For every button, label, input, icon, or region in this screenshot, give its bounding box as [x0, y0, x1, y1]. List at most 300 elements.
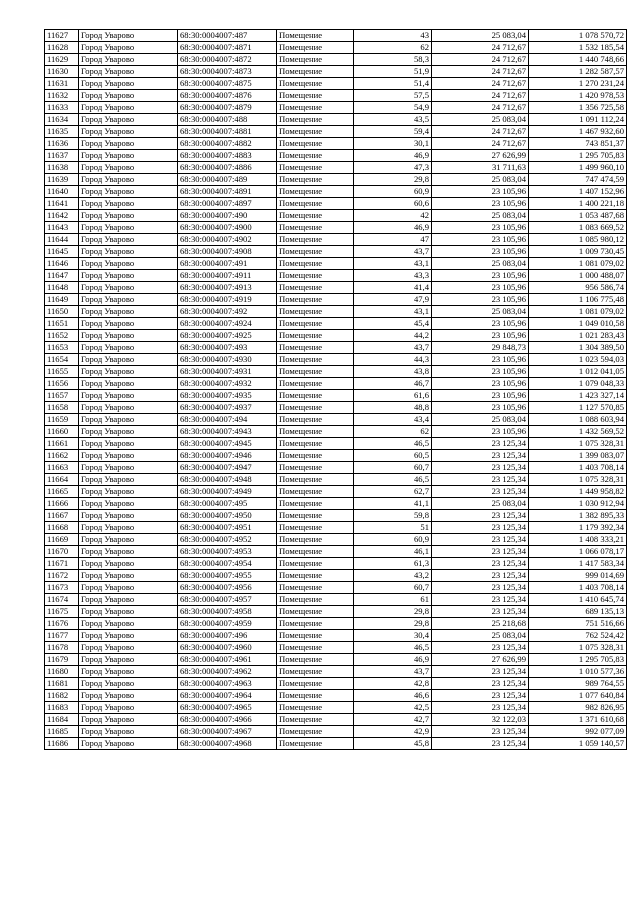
unit-value-cell: 23 105,96	[432, 330, 529, 342]
unit-value-cell: 25 083,04	[432, 174, 529, 186]
settlement-name-cell: Город Уварово	[79, 630, 178, 642]
row-number-cell: 11686	[45, 738, 79, 750]
object-type-cell: Помещение	[277, 90, 354, 102]
settlement-name-cell: Город Уварово	[79, 450, 178, 462]
cadastral-number-cell: 68:30:0004007:4951	[178, 522, 277, 534]
object-type-cell: Помещение	[277, 678, 354, 690]
settlement-name-cell: Город Уварово	[79, 570, 178, 582]
table-row	[45, 522, 627, 534]
object-type-cell: Помещение	[277, 486, 354, 498]
unit-value-cell: 23 125,34	[432, 486, 529, 498]
cadastral-number-cell: 68:30:0004007:4959	[178, 618, 277, 630]
table-row	[45, 414, 627, 426]
area-cell: 61,6	[354, 390, 432, 402]
cadastral-number-cell: 68:30:0004007:4875	[178, 78, 277, 90]
cadastral-number-cell: 68:30:0004007:4950	[178, 510, 277, 522]
row-number-cell: 11629	[45, 54, 79, 66]
object-type-cell: Помещение	[277, 150, 354, 162]
settlement-name-cell: Город Уварово	[79, 258, 178, 270]
unit-value-cell: 23 105,96	[432, 354, 529, 366]
unit-value-cell: 23 105,96	[432, 282, 529, 294]
table-row	[45, 150, 627, 162]
object-type-cell: Помещение	[277, 498, 354, 510]
cadastral-value-cell: 1 066 078,17	[529, 546, 627, 558]
cadastral-value-cell: 982 826,95	[529, 702, 627, 714]
object-type-cell: Помещение	[277, 258, 354, 270]
unit-value-cell: 25 083,04	[432, 630, 529, 642]
object-type-cell: Помещение	[277, 594, 354, 606]
unit-value-cell: 23 105,96	[432, 234, 529, 246]
row-number-cell: 11643	[45, 222, 79, 234]
row-number-cell: 11633	[45, 102, 79, 114]
table-row	[45, 426, 627, 438]
cadastral-value-cell: 1 304 389,50	[529, 342, 627, 354]
settlement-name-cell: Город Уварово	[79, 702, 178, 714]
settlement-name-cell: Город Уварово	[79, 462, 178, 474]
cadastral-number-cell: 68:30:0004007:4882	[178, 138, 277, 150]
cadastral-number-cell: 68:30:0004007:491	[178, 258, 277, 270]
cadastral-number-cell: 68:30:0004007:4919	[178, 294, 277, 306]
unit-value-cell: 23 105,96	[432, 318, 529, 330]
area-cell: 46,1	[354, 546, 432, 558]
area-cell: 46,9	[354, 654, 432, 666]
unit-value-cell: 23 125,34	[432, 558, 529, 570]
table-row	[45, 66, 627, 78]
object-type-cell: Помещение	[277, 198, 354, 210]
table-row	[45, 486, 627, 498]
settlement-name-cell: Город Уварово	[79, 294, 178, 306]
cadastral-number-cell: 68:30:0004007:4883	[178, 150, 277, 162]
row-number-cell: 11637	[45, 150, 79, 162]
unit-value-cell: 23 125,34	[432, 582, 529, 594]
unit-value-cell: 24 712,67	[432, 54, 529, 66]
area-cell: 62	[354, 426, 432, 438]
row-number-cell: 11654	[45, 354, 79, 366]
area-cell: 51,9	[354, 66, 432, 78]
table-row	[45, 54, 627, 66]
area-cell: 42,5	[354, 702, 432, 714]
cadastral-value-cell: 1 059 140,57	[529, 738, 627, 750]
area-cell: 60,7	[354, 582, 432, 594]
area-cell: 42,8	[354, 678, 432, 690]
area-cell: 60,6	[354, 198, 432, 210]
cadastral-value-cell: 1 270 231,24	[529, 78, 627, 90]
cadastral-number-cell: 68:30:0004007:4967	[178, 726, 277, 738]
cadastral-value-cell: 1 009 730,45	[529, 246, 627, 258]
area-cell: 41,4	[354, 282, 432, 294]
settlement-name-cell: Город Уварово	[79, 438, 178, 450]
cadastral-value-cell: 1 440 748,66	[529, 54, 627, 66]
area-cell: 46,9	[354, 222, 432, 234]
settlement-name-cell: Город Уварово	[79, 246, 178, 258]
area-cell: 46,5	[354, 474, 432, 486]
object-type-cell: Помещение	[277, 438, 354, 450]
table-row	[45, 42, 627, 54]
table-row	[45, 714, 627, 726]
cadastral-value-cell: 1 049 010,58	[529, 318, 627, 330]
settlement-name-cell: Город Уварово	[79, 690, 178, 702]
cadastral-number-cell: 68:30:0004007:4949	[178, 486, 277, 498]
row-number-cell: 11659	[45, 414, 79, 426]
unit-value-cell: 29 848,73	[432, 342, 529, 354]
object-type-cell: Помещение	[277, 294, 354, 306]
cadastral-value-cell: 1 399 083,07	[529, 450, 627, 462]
table-row	[45, 642, 627, 654]
cadastral-number-cell: 68:30:0004007:4900	[178, 222, 277, 234]
object-type-cell: Помещение	[277, 354, 354, 366]
area-cell: 42,9	[354, 726, 432, 738]
cadastral-number-cell: 68:30:0004007:4952	[178, 534, 277, 546]
area-cell: 48,8	[354, 402, 432, 414]
object-type-cell: Помещение	[277, 522, 354, 534]
row-number-cell: 11675	[45, 606, 79, 618]
area-cell: 59,4	[354, 126, 432, 138]
settlement-name-cell: Город Уварово	[79, 234, 178, 246]
unit-value-cell: 25 083,04	[432, 414, 529, 426]
cadastral-value-cell: 1 417 583,34	[529, 558, 627, 570]
cadastral-number-cell: 68:30:0004007:4953	[178, 546, 277, 558]
row-number-cell: 11641	[45, 198, 79, 210]
object-type-cell: Помещение	[277, 78, 354, 90]
cadastral-value-cell: 689 135,13	[529, 606, 627, 618]
cadastral-value-cell: 1 400 221,18	[529, 198, 627, 210]
settlement-name-cell: Город Уварово	[79, 54, 178, 66]
cadastral-number-cell: 68:30:0004007:4962	[178, 666, 277, 678]
area-cell: 62	[354, 42, 432, 54]
object-type-cell: Помещение	[277, 366, 354, 378]
object-type-cell: Помещение	[277, 702, 354, 714]
settlement-name-cell: Город Уварово	[79, 126, 178, 138]
object-type-cell: Помещение	[277, 726, 354, 738]
cadastral-number-cell: 68:30:0004007:4891	[178, 186, 277, 198]
row-number-cell: 11671	[45, 558, 79, 570]
table-row	[45, 534, 627, 546]
unit-value-cell: 23 125,34	[432, 726, 529, 738]
cadastral-number-cell: 68:30:0004007:495	[178, 498, 277, 510]
object-type-cell: Помещение	[277, 66, 354, 78]
unit-value-cell: 23 125,34	[432, 678, 529, 690]
cadastral-value-cell: 1 077 640,84	[529, 690, 627, 702]
settlement-name-cell: Город Уварово	[79, 642, 178, 654]
row-number-cell: 11664	[45, 474, 79, 486]
cadastral-value-cell: 1 295 705,83	[529, 654, 627, 666]
row-number-cell: 11676	[45, 618, 79, 630]
table-row	[45, 210, 627, 222]
unit-value-cell: 23 125,34	[432, 606, 529, 618]
object-type-cell: Помещение	[277, 378, 354, 390]
row-number-cell: 11632	[45, 90, 79, 102]
row-number-cell: 11677	[45, 630, 79, 642]
object-type-cell: Помещение	[277, 126, 354, 138]
row-number-cell: 11648	[45, 282, 79, 294]
area-cell: 60,9	[354, 534, 432, 546]
area-cell: 62,7	[354, 486, 432, 498]
object-type-cell: Помещение	[277, 582, 354, 594]
cadastral-value-cell: 1 053 487,68	[529, 210, 627, 222]
table-row	[45, 186, 627, 198]
object-type-cell: Помещение	[277, 306, 354, 318]
unit-value-cell: 27 626,99	[432, 654, 529, 666]
object-type-cell: Помещение	[277, 30, 354, 42]
settlement-name-cell: Город Уварово	[79, 270, 178, 282]
cadastral-number-cell: 68:30:0004007:4957	[178, 594, 277, 606]
settlement-name-cell: Город Уварово	[79, 378, 178, 390]
unit-value-cell: 23 105,96	[432, 426, 529, 438]
cadastral-value-cell: 1 467 932,60	[529, 126, 627, 138]
cadastral-value-cell: 1 088 603,94	[529, 414, 627, 426]
cadastral-number-cell: 68:30:0004007:4925	[178, 330, 277, 342]
area-cell: 43,1	[354, 258, 432, 270]
object-type-cell: Помещение	[277, 402, 354, 414]
row-number-cell: 11668	[45, 522, 79, 534]
settlement-name-cell: Город Уварово	[79, 90, 178, 102]
area-cell: 54,9	[354, 102, 432, 114]
settlement-name-cell: Город Уварово	[79, 618, 178, 630]
unit-value-cell: 23 125,34	[432, 570, 529, 582]
object-type-cell: Помещение	[277, 474, 354, 486]
area-cell: 51	[354, 522, 432, 534]
cadastral-value-cell: 1 010 577,36	[529, 666, 627, 678]
area-cell: 60,7	[354, 462, 432, 474]
cadastral-number-cell: 68:30:0004007:4958	[178, 606, 277, 618]
table-body	[45, 30, 627, 750]
unit-value-cell: 23 105,96	[432, 198, 529, 210]
cadastral-number-cell: 68:30:0004007:4879	[178, 102, 277, 114]
area-cell: 42,7	[354, 714, 432, 726]
cadastral-number-cell: 68:30:0004007:4931	[178, 366, 277, 378]
unit-value-cell: 23 105,96	[432, 186, 529, 198]
settlement-name-cell: Город Уварово	[79, 402, 178, 414]
table-row	[45, 462, 627, 474]
cadastral-number-cell: 68:30:0004007:4911	[178, 270, 277, 282]
cadastral-number-cell: 68:30:0004007:4902	[178, 234, 277, 246]
cadastral-number-cell: 68:30:0004007:4946	[178, 450, 277, 462]
cadastral-number-cell: 68:30:0004007:4886	[178, 162, 277, 174]
area-cell: 44,2	[354, 330, 432, 342]
table-row	[45, 294, 627, 306]
unit-value-cell: 23 125,34	[432, 534, 529, 546]
settlement-name-cell: Город Уварово	[79, 666, 178, 678]
cadastral-value-cell: 1 420 978,53	[529, 90, 627, 102]
settlement-name-cell: Город Уварово	[79, 78, 178, 90]
table-row	[45, 618, 627, 630]
area-cell: 43,8	[354, 366, 432, 378]
row-number-cell: 11640	[45, 186, 79, 198]
area-cell: 44,3	[354, 354, 432, 366]
object-type-cell: Помещение	[277, 234, 354, 246]
settlement-name-cell: Город Уварово	[79, 414, 178, 426]
row-number-cell: 11661	[45, 438, 79, 450]
area-cell: 61,3	[354, 558, 432, 570]
settlement-name-cell: Город Уварово	[79, 582, 178, 594]
cadastral-number-cell: 68:30:0004007:4954	[178, 558, 277, 570]
table-row	[45, 306, 627, 318]
table-row	[45, 654, 627, 666]
row-number-cell: 11663	[45, 462, 79, 474]
area-cell: 46,5	[354, 642, 432, 654]
row-number-cell: 11683	[45, 702, 79, 714]
object-type-cell: Помещение	[277, 606, 354, 618]
cadastral-number-cell: 68:30:0004007:4937	[178, 402, 277, 414]
unit-value-cell: 23 105,96	[432, 378, 529, 390]
cadastral-value-cell: 1 106 775,48	[529, 294, 627, 306]
table-row	[45, 606, 627, 618]
object-type-cell: Помещение	[277, 42, 354, 54]
row-number-cell: 11656	[45, 378, 79, 390]
table-row	[45, 138, 627, 150]
cadastral-value-cell: 762 524,42	[529, 630, 627, 642]
area-cell: 29,8	[354, 174, 432, 186]
row-number-cell: 11680	[45, 666, 79, 678]
cadastral-value-cell: 1 532 185,54	[529, 42, 627, 54]
unit-value-cell: 24 712,67	[432, 66, 529, 78]
table-row	[45, 630, 627, 642]
object-type-cell: Помещение	[277, 414, 354, 426]
row-number-cell: 11685	[45, 726, 79, 738]
cadastral-number-cell: 68:30:0004007:4956	[178, 582, 277, 594]
cadastral-number-cell: 68:30:0004007:4948	[178, 474, 277, 486]
area-cell: 43,2	[354, 570, 432, 582]
object-type-cell: Помещение	[277, 162, 354, 174]
unit-value-cell: 23 125,34	[432, 546, 529, 558]
object-type-cell: Помещение	[277, 738, 354, 750]
row-number-cell: 11639	[45, 174, 79, 186]
settlement-name-cell: Город Уварово	[79, 30, 178, 42]
unit-value-cell: 25 218,68	[432, 618, 529, 630]
area-cell: 43,4	[354, 414, 432, 426]
settlement-name-cell: Город Уварово	[79, 198, 178, 210]
table-row	[45, 510, 627, 522]
settlement-name-cell: Город Уварово	[79, 318, 178, 330]
row-number-cell: 11662	[45, 450, 79, 462]
row-number-cell: 11649	[45, 294, 79, 306]
row-number-cell: 11679	[45, 654, 79, 666]
table-row	[45, 726, 627, 738]
row-number-cell: 11684	[45, 714, 79, 726]
cadastral-value-cell: 989 764,55	[529, 678, 627, 690]
row-number-cell: 11681	[45, 678, 79, 690]
cadastral-value-cell: 1 382 895,33	[529, 510, 627, 522]
row-number-cell: 11638	[45, 162, 79, 174]
area-cell: 43,7	[354, 666, 432, 678]
cadastral-value-cell: 1 081 079,02	[529, 306, 627, 318]
object-type-cell: Помещение	[277, 642, 354, 654]
area-cell: 47,3	[354, 162, 432, 174]
object-type-cell: Помещение	[277, 618, 354, 630]
cadastral-value-cell: 1 081 079,02	[529, 258, 627, 270]
cadastral-value-cell: 1 012 041,05	[529, 366, 627, 378]
table-row	[45, 690, 627, 702]
table-row	[45, 498, 627, 510]
object-type-cell: Помещение	[277, 102, 354, 114]
unit-value-cell: 23 105,96	[432, 366, 529, 378]
row-number-cell: 11627	[45, 30, 79, 42]
settlement-name-cell: Город Уварово	[79, 366, 178, 378]
table-row	[45, 102, 627, 114]
object-type-cell: Помещение	[277, 546, 354, 558]
cadastral-value-cell: 1 000 488,07	[529, 270, 627, 282]
cadastral-number-cell: 68:30:0004007:490	[178, 210, 277, 222]
unit-value-cell: 23 125,34	[432, 690, 529, 702]
object-type-cell: Помещение	[277, 342, 354, 354]
table-row	[45, 378, 627, 390]
settlement-name-cell: Город Уварово	[79, 330, 178, 342]
row-number-cell: 11669	[45, 534, 79, 546]
row-number-cell: 11634	[45, 114, 79, 126]
unit-value-cell: 23 125,34	[432, 510, 529, 522]
row-number-cell: 11666	[45, 498, 79, 510]
settlement-name-cell: Город Уварово	[79, 474, 178, 486]
settlement-name-cell: Город Уварово	[79, 342, 178, 354]
settlement-name-cell: Город Уварово	[79, 282, 178, 294]
unit-value-cell: 25 083,04	[432, 306, 529, 318]
unit-value-cell: 23 125,34	[432, 594, 529, 606]
settlement-name-cell: Город Уварово	[79, 222, 178, 234]
object-type-cell: Помещение	[277, 654, 354, 666]
unit-value-cell: 23 105,96	[432, 246, 529, 258]
cadastral-value-cell: 1 023 594,03	[529, 354, 627, 366]
row-number-cell: 11660	[45, 426, 79, 438]
table-row	[45, 438, 627, 450]
settlement-name-cell: Город Уварово	[79, 114, 178, 126]
object-type-cell: Помещение	[277, 174, 354, 186]
table-row	[45, 390, 627, 402]
unit-value-cell: 23 125,34	[432, 438, 529, 450]
cadastral-number-cell: 68:30:0004007:4876	[178, 90, 277, 102]
unit-value-cell: 25 083,04	[432, 498, 529, 510]
table-row	[45, 282, 627, 294]
unit-value-cell: 24 712,67	[432, 42, 529, 54]
cadastral-value-cell: 1 499 960,10	[529, 162, 627, 174]
unit-value-cell: 25 083,04	[432, 114, 529, 126]
table-row	[45, 366, 627, 378]
settlement-name-cell: Город Уварово	[79, 426, 178, 438]
object-type-cell: Помещение	[277, 666, 354, 678]
row-number-cell: 11674	[45, 594, 79, 606]
cadastral-number-cell: 68:30:0004007:4871	[178, 42, 277, 54]
object-type-cell: Помещение	[277, 462, 354, 474]
cadastral-number-cell: 68:30:0004007:4965	[178, 702, 277, 714]
area-cell: 29,8	[354, 606, 432, 618]
cadastral-number-cell: 68:30:0004007:4966	[178, 714, 277, 726]
unit-value-cell: 31 711,63	[432, 162, 529, 174]
unit-value-cell: 23 105,96	[432, 402, 529, 414]
unit-value-cell: 25 083,04	[432, 258, 529, 270]
cadastral-number-cell: 68:30:0004007:4955	[178, 570, 277, 582]
settlement-name-cell: Город Уварово	[79, 102, 178, 114]
cadastral-number-cell: 68:30:0004007:4930	[178, 354, 277, 366]
cadastral-value-cell: 1 282 587,57	[529, 66, 627, 78]
settlement-name-cell: Город Уварово	[79, 306, 178, 318]
settlement-name-cell: Город Уварово	[79, 138, 178, 150]
cadastral-number-cell: 68:30:0004007:4960	[178, 642, 277, 654]
object-type-cell: Помещение	[277, 714, 354, 726]
cadastral-value-cell: 992 077,09	[529, 726, 627, 738]
unit-value-cell: 24 712,67	[432, 90, 529, 102]
cadastral-number-cell: 68:30:0004007:4872	[178, 54, 277, 66]
area-cell: 59,8	[354, 510, 432, 522]
table-row	[45, 594, 627, 606]
row-number-cell: 11628	[45, 42, 79, 54]
table-row	[45, 114, 627, 126]
table-row	[45, 558, 627, 570]
row-number-cell: 11655	[45, 366, 79, 378]
row-number-cell: 11667	[45, 510, 79, 522]
area-cell: 45,4	[354, 318, 432, 330]
settlement-name-cell: Город Уварово	[79, 714, 178, 726]
cadastral-value-cell: 956 586,74	[529, 282, 627, 294]
table-row	[45, 318, 627, 330]
